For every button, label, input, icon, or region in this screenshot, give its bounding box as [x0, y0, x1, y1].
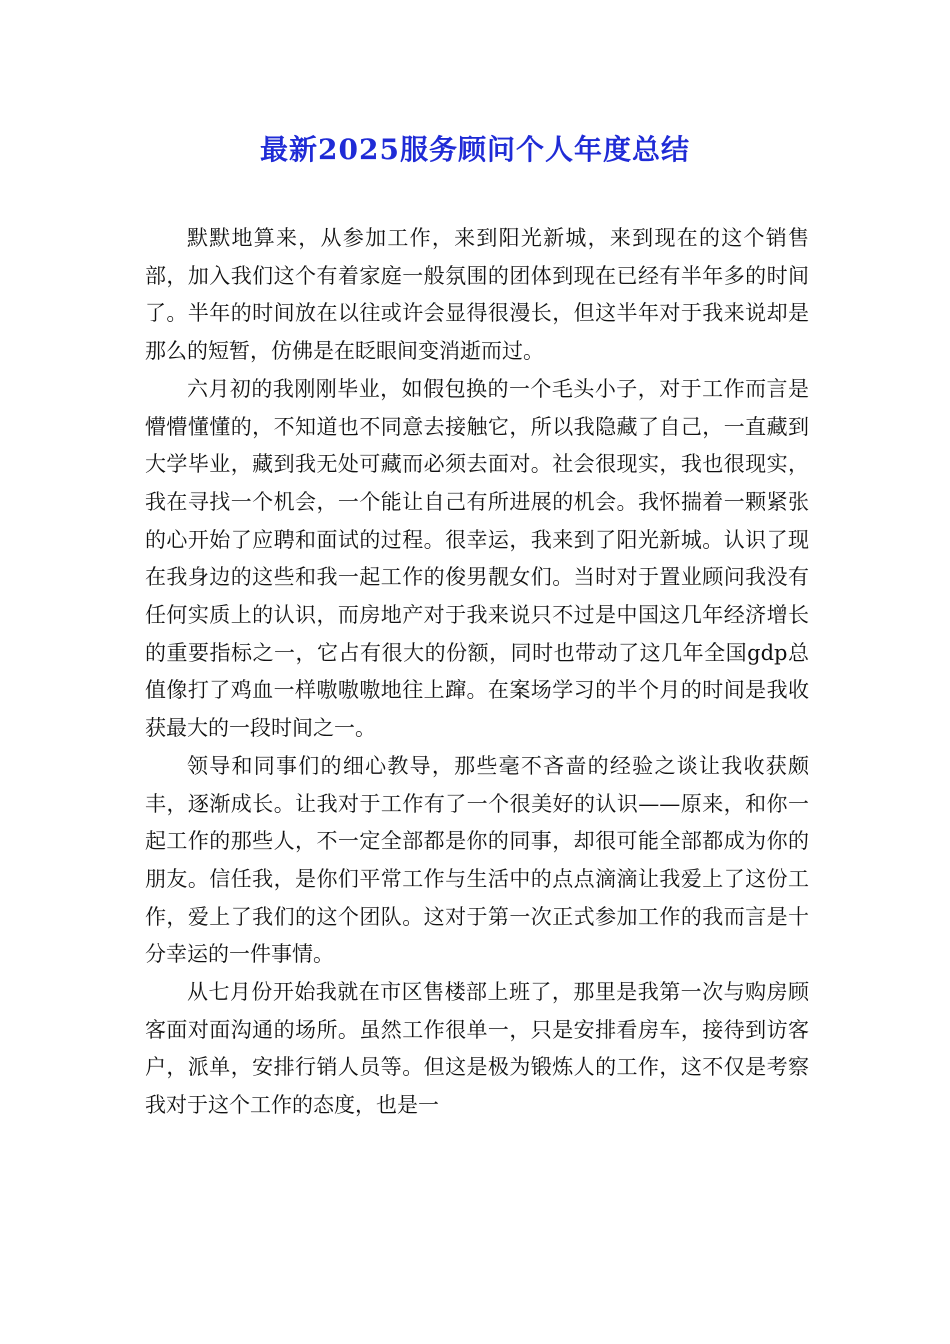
document-body	[145, 220, 809, 1125]
document-title: 最新2025服务顾问个人年度总结	[260, 133, 690, 166]
paragraph-2: 六月初的我刚刚毕业，如假包换的一个毛头小子，对于工作而言是懵懵懂懂的，不知道也不同意去接触它，所以我隐藏了自己，一直藏到大学毕业，藏到我无处可藏而必须去面对。社会很现实，我也很现实，我在寻找一个机会，一个能让自己有所进展的机会。我怀揣着一颗紧张的心开始了应聘和面试的过程。很幸运，我来到了阳光新城。认识了现在我身边的这些和我一起工作的俊男靓女们。当时对于置业顾问我没有任何实质上的认识，而房地产对于我来说只不过是中国这几年经济增长的重要指标之一，它占有很大的份额，同时也带动了这几年全国gdp总值像打了鸡血一样嗷嗷嗷地往上蹿。在案场学习的半个月的时间是我收获最大的一段时间之一。	[145, 376, 809, 741]
paragraph-3: 领导和同事们的细心教导，那些毫不吝啬的经验之谈让我收获颇丰，逐渐成长。让我对于工作有了一个很美好的认识——原来，和你一起工作的那些人，不一定全部都是你的同事，却很可能全部都成为你的朋友。信任我，是你们平常工作与生活中的点点滴滴让我爱上了这份工作，爱上了我们的这个团队。这对于第一次正式参加工作的我而言是十分幸运的一件事情。	[145, 753, 809, 967]
paragraph-1: 默默地算来，从参加工作，来到阳光新城，来到现在的这个销售部，加入我们这个有着家庭一般氛围的团体到现在已经有半年多的时间了。半年的时间放在以往或许会显得很漫长，但这半年对于我来说却是那么的短暂，仿佛是在眨眼间变消逝而过。	[145, 226, 809, 364]
paragraph-4: 从七月份开始我就在市区售楼部上班了，那里是我第一次与购房顾客面对面沟通的场所。虽然工作很单一，只是安排看房车，接待到访客户，派单，安排行销人员等。但这是极为锻炼人的工作，这不仅是考察我对于这个工作的态度，也是一	[145, 980, 809, 1118]
